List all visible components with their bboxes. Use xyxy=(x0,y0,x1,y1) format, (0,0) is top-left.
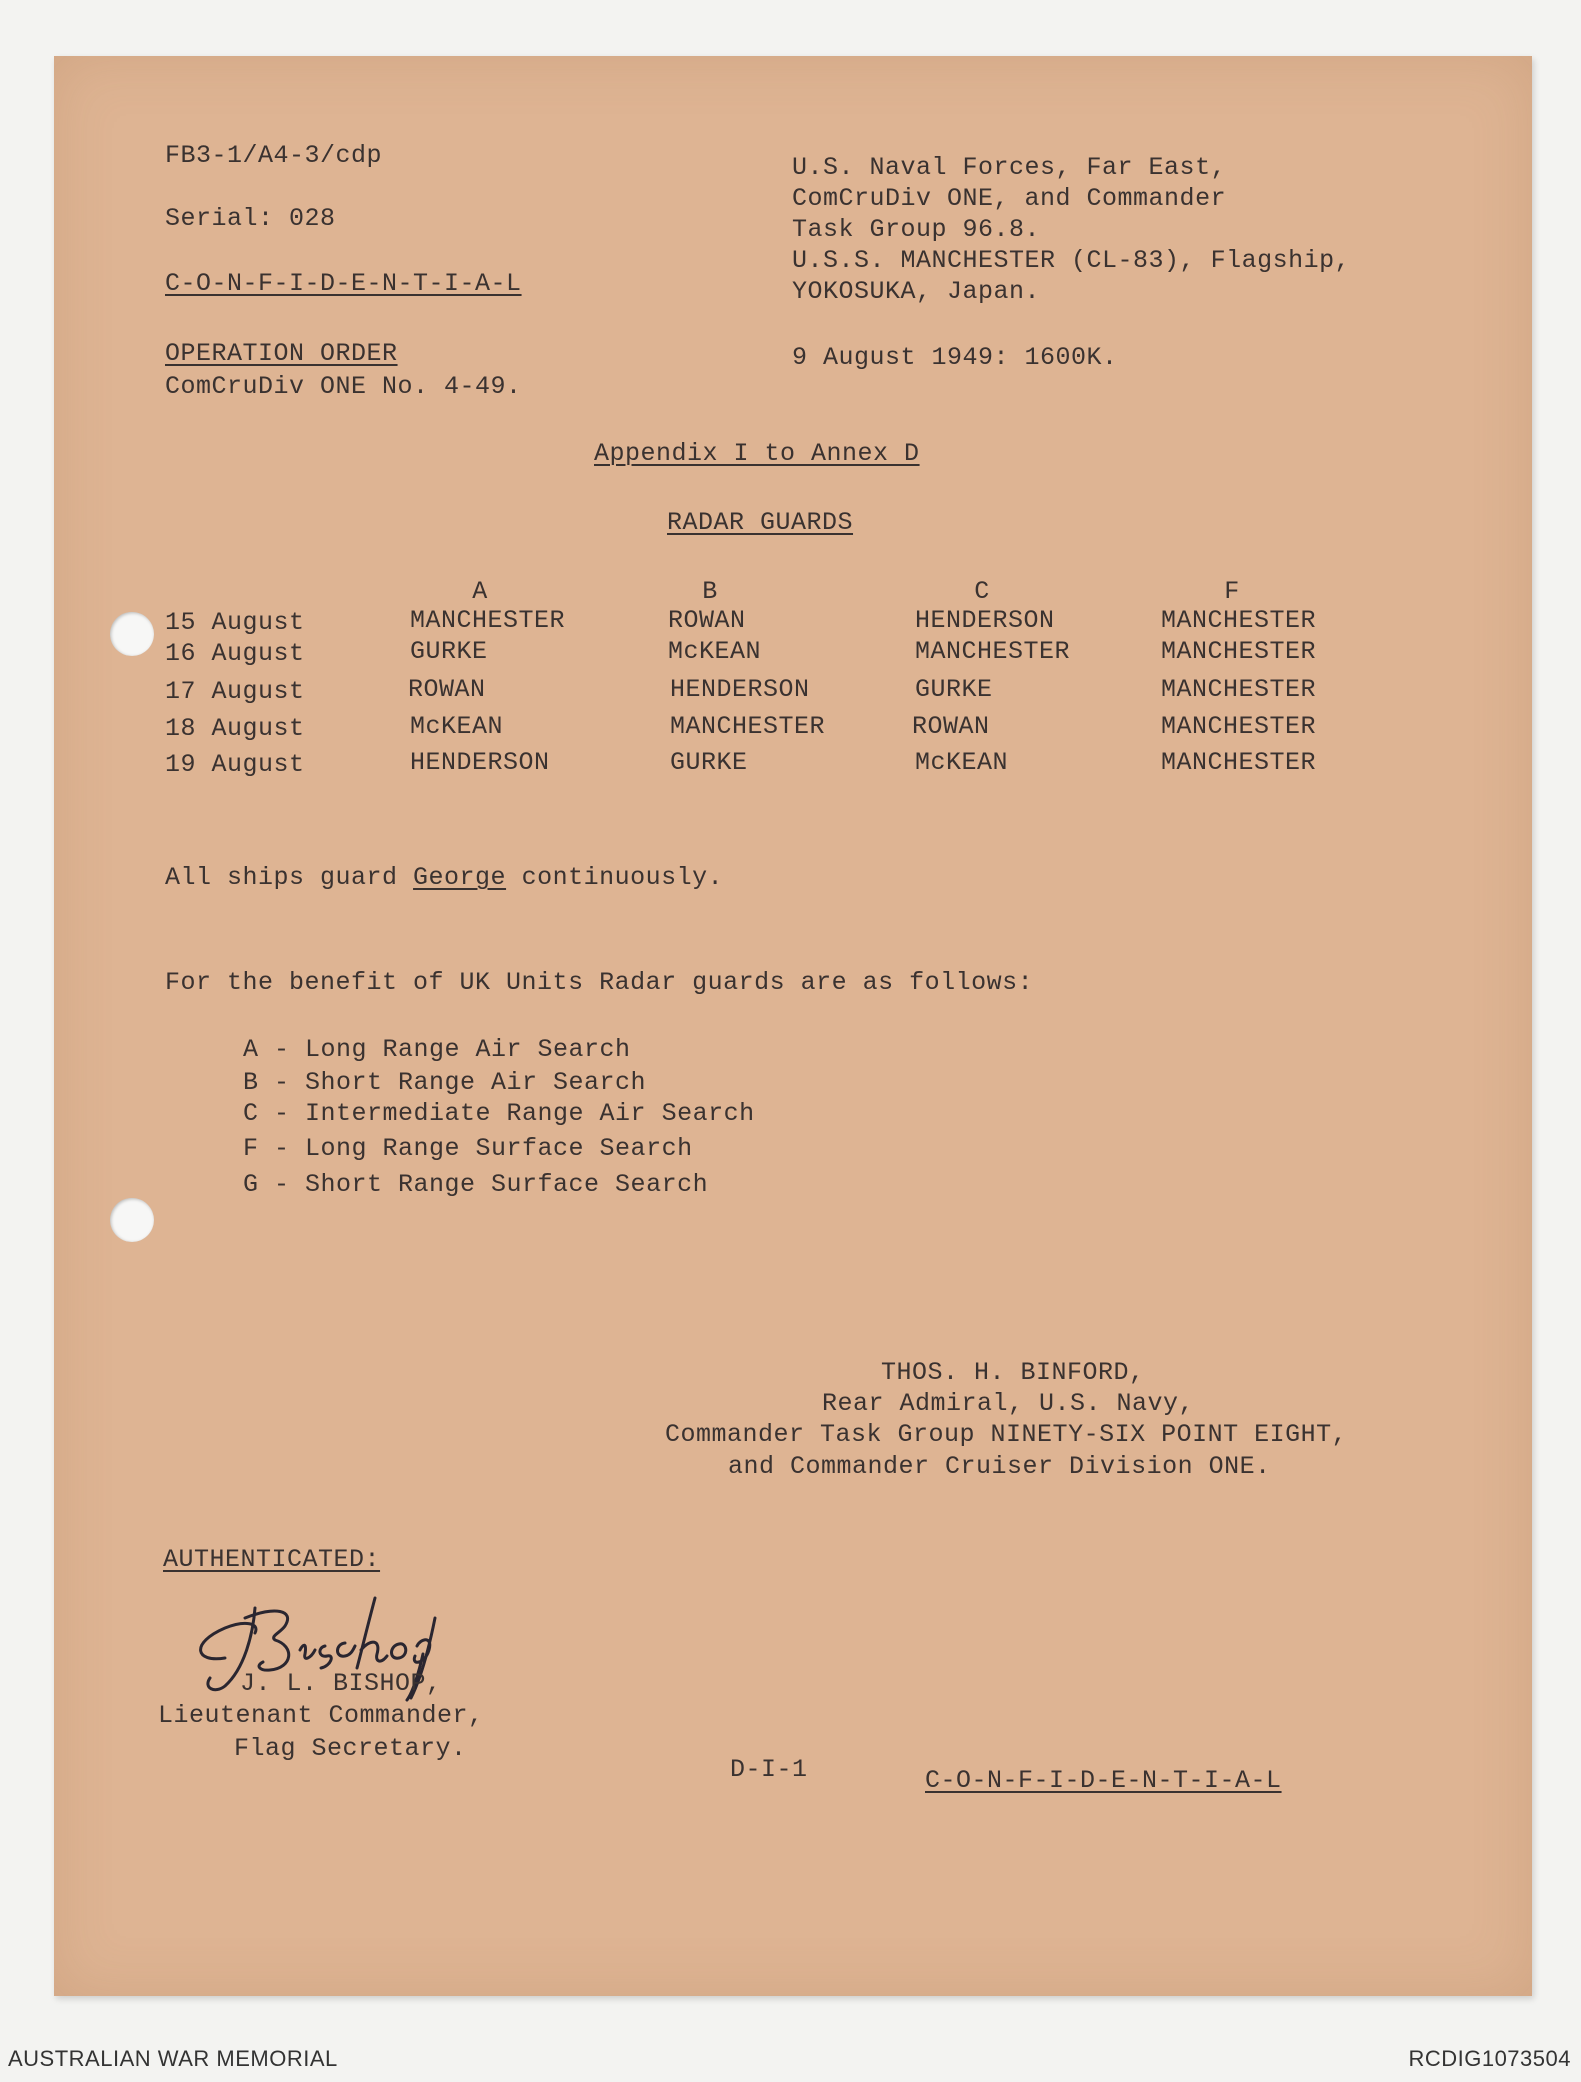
cell-a: MANCHESTER xyxy=(410,606,566,635)
column-header-c: C xyxy=(974,577,990,606)
cell-b: HENDERSON xyxy=(670,675,810,704)
guard-note-george: George xyxy=(413,863,507,892)
sender-line-4: U.S.S. MANCHESTER (CL-83), Flagship, xyxy=(792,246,1351,275)
row-date: 19 August xyxy=(165,750,305,779)
cell-f: MANCHESTER xyxy=(1161,748,1317,777)
guard-note-suffix: continuously. xyxy=(506,863,724,892)
signatory-title-1: Commander Task Group NINETY-SIX POINT EIGHT, xyxy=(665,1420,1348,1449)
legend-item-a: A - Long Range Air Search xyxy=(243,1035,631,1064)
order-date: 9 August 1949: 1600K. xyxy=(792,343,1118,372)
guard-note-prefix: All ships guard xyxy=(165,863,414,892)
guard-note xyxy=(165,862,723,894)
cell-c: McKEAN xyxy=(915,748,1009,777)
legend-item-c: C - Intermediate Range Air Search xyxy=(243,1099,755,1128)
cell-c: ROWAN xyxy=(912,712,990,741)
authenticator-rank: Lieutenant Commander, xyxy=(158,1701,484,1730)
legend-item-b: B - Short Range Air Search xyxy=(243,1068,647,1097)
sender-line-5: YOKOSUKA, Japan. xyxy=(792,277,1041,306)
authenticated-label: AUTHENTICATED: xyxy=(163,1545,381,1574)
punch-hole-top xyxy=(110,612,154,656)
sender-line-2: ComCruDiv ONE, and Commander xyxy=(792,184,1227,213)
column-header-a: A xyxy=(472,577,488,606)
sender-line-1: U.S. Naval Forces, Far East, xyxy=(792,153,1227,182)
classification-top: C-O-N-F-I-D-E-N-T-I-A-L xyxy=(165,269,522,298)
cell-b: ROWAN xyxy=(668,606,746,635)
radar-guards-title: RADAR GUARDS xyxy=(667,508,854,537)
cell-c: GURKE xyxy=(915,675,993,704)
authenticator-title: Flag Secretary. xyxy=(234,1734,467,1763)
cell-b: GURKE xyxy=(670,748,748,777)
row-date: 17 August xyxy=(165,677,305,706)
appendix-title: Appendix I to Annex D xyxy=(594,439,920,468)
file-reference: FB3-1/A4-3/cdp xyxy=(165,141,383,170)
serial-number: Serial: 028 xyxy=(165,204,336,233)
row-date: 15 August xyxy=(165,608,305,637)
cell-a: HENDERSON xyxy=(410,748,550,777)
row-date: 16 August xyxy=(165,639,305,668)
column-header-f: F xyxy=(1224,577,1240,606)
cell-c: HENDERSON xyxy=(915,606,1055,635)
authenticator-name: J. L. BISHOP, xyxy=(240,1669,442,1698)
order-title: OPERATION ORDER xyxy=(165,339,398,368)
cell-f: MANCHESTER xyxy=(1161,675,1317,704)
archive-label: AUSTRALIAN WAR MEMORIAL xyxy=(8,2046,338,2071)
cell-f: MANCHESTER xyxy=(1161,637,1317,666)
cell-c: MANCHESTER xyxy=(915,637,1071,666)
signatory-name: THOS. H. BINFORD, xyxy=(881,1358,1145,1387)
cell-f: MANCHESTER xyxy=(1161,712,1317,741)
legend-item-g: G - Short Range Surface Search xyxy=(243,1170,709,1199)
cell-f: MANCHESTER xyxy=(1161,606,1317,635)
signatory-title-2: and Commander Cruiser Division ONE. xyxy=(728,1452,1271,1481)
classification-bottom: C-O-N-F-I-D-E-N-T-I-A-L xyxy=(925,1766,1282,1795)
punch-hole-bottom xyxy=(110,1198,154,1242)
sender-line-3: Task Group 96.8. xyxy=(792,215,1041,244)
cell-b: McKEAN xyxy=(668,637,762,666)
cell-a: McKEAN xyxy=(410,712,504,741)
page-number: D-I-1 xyxy=(730,1755,808,1784)
cell-a: ROWAN xyxy=(408,675,486,704)
signatory-rank: Rear Admiral, U.S. Navy, xyxy=(822,1389,1195,1418)
cell-a: GURKE xyxy=(410,637,488,666)
row-date: 18 August xyxy=(165,714,305,743)
legend-item-f: F - Long Range Surface Search xyxy=(243,1134,693,1163)
cell-b: MANCHESTER xyxy=(670,712,826,741)
legend-intro: For the benefit of UK Units Radar guards are as follows: xyxy=(165,968,1034,997)
archive-reference: RCDIG1073504 xyxy=(1408,2046,1571,2071)
order-number: ComCruDiv ONE No. 4-49. xyxy=(165,372,522,401)
column-header-b: B xyxy=(702,577,718,606)
